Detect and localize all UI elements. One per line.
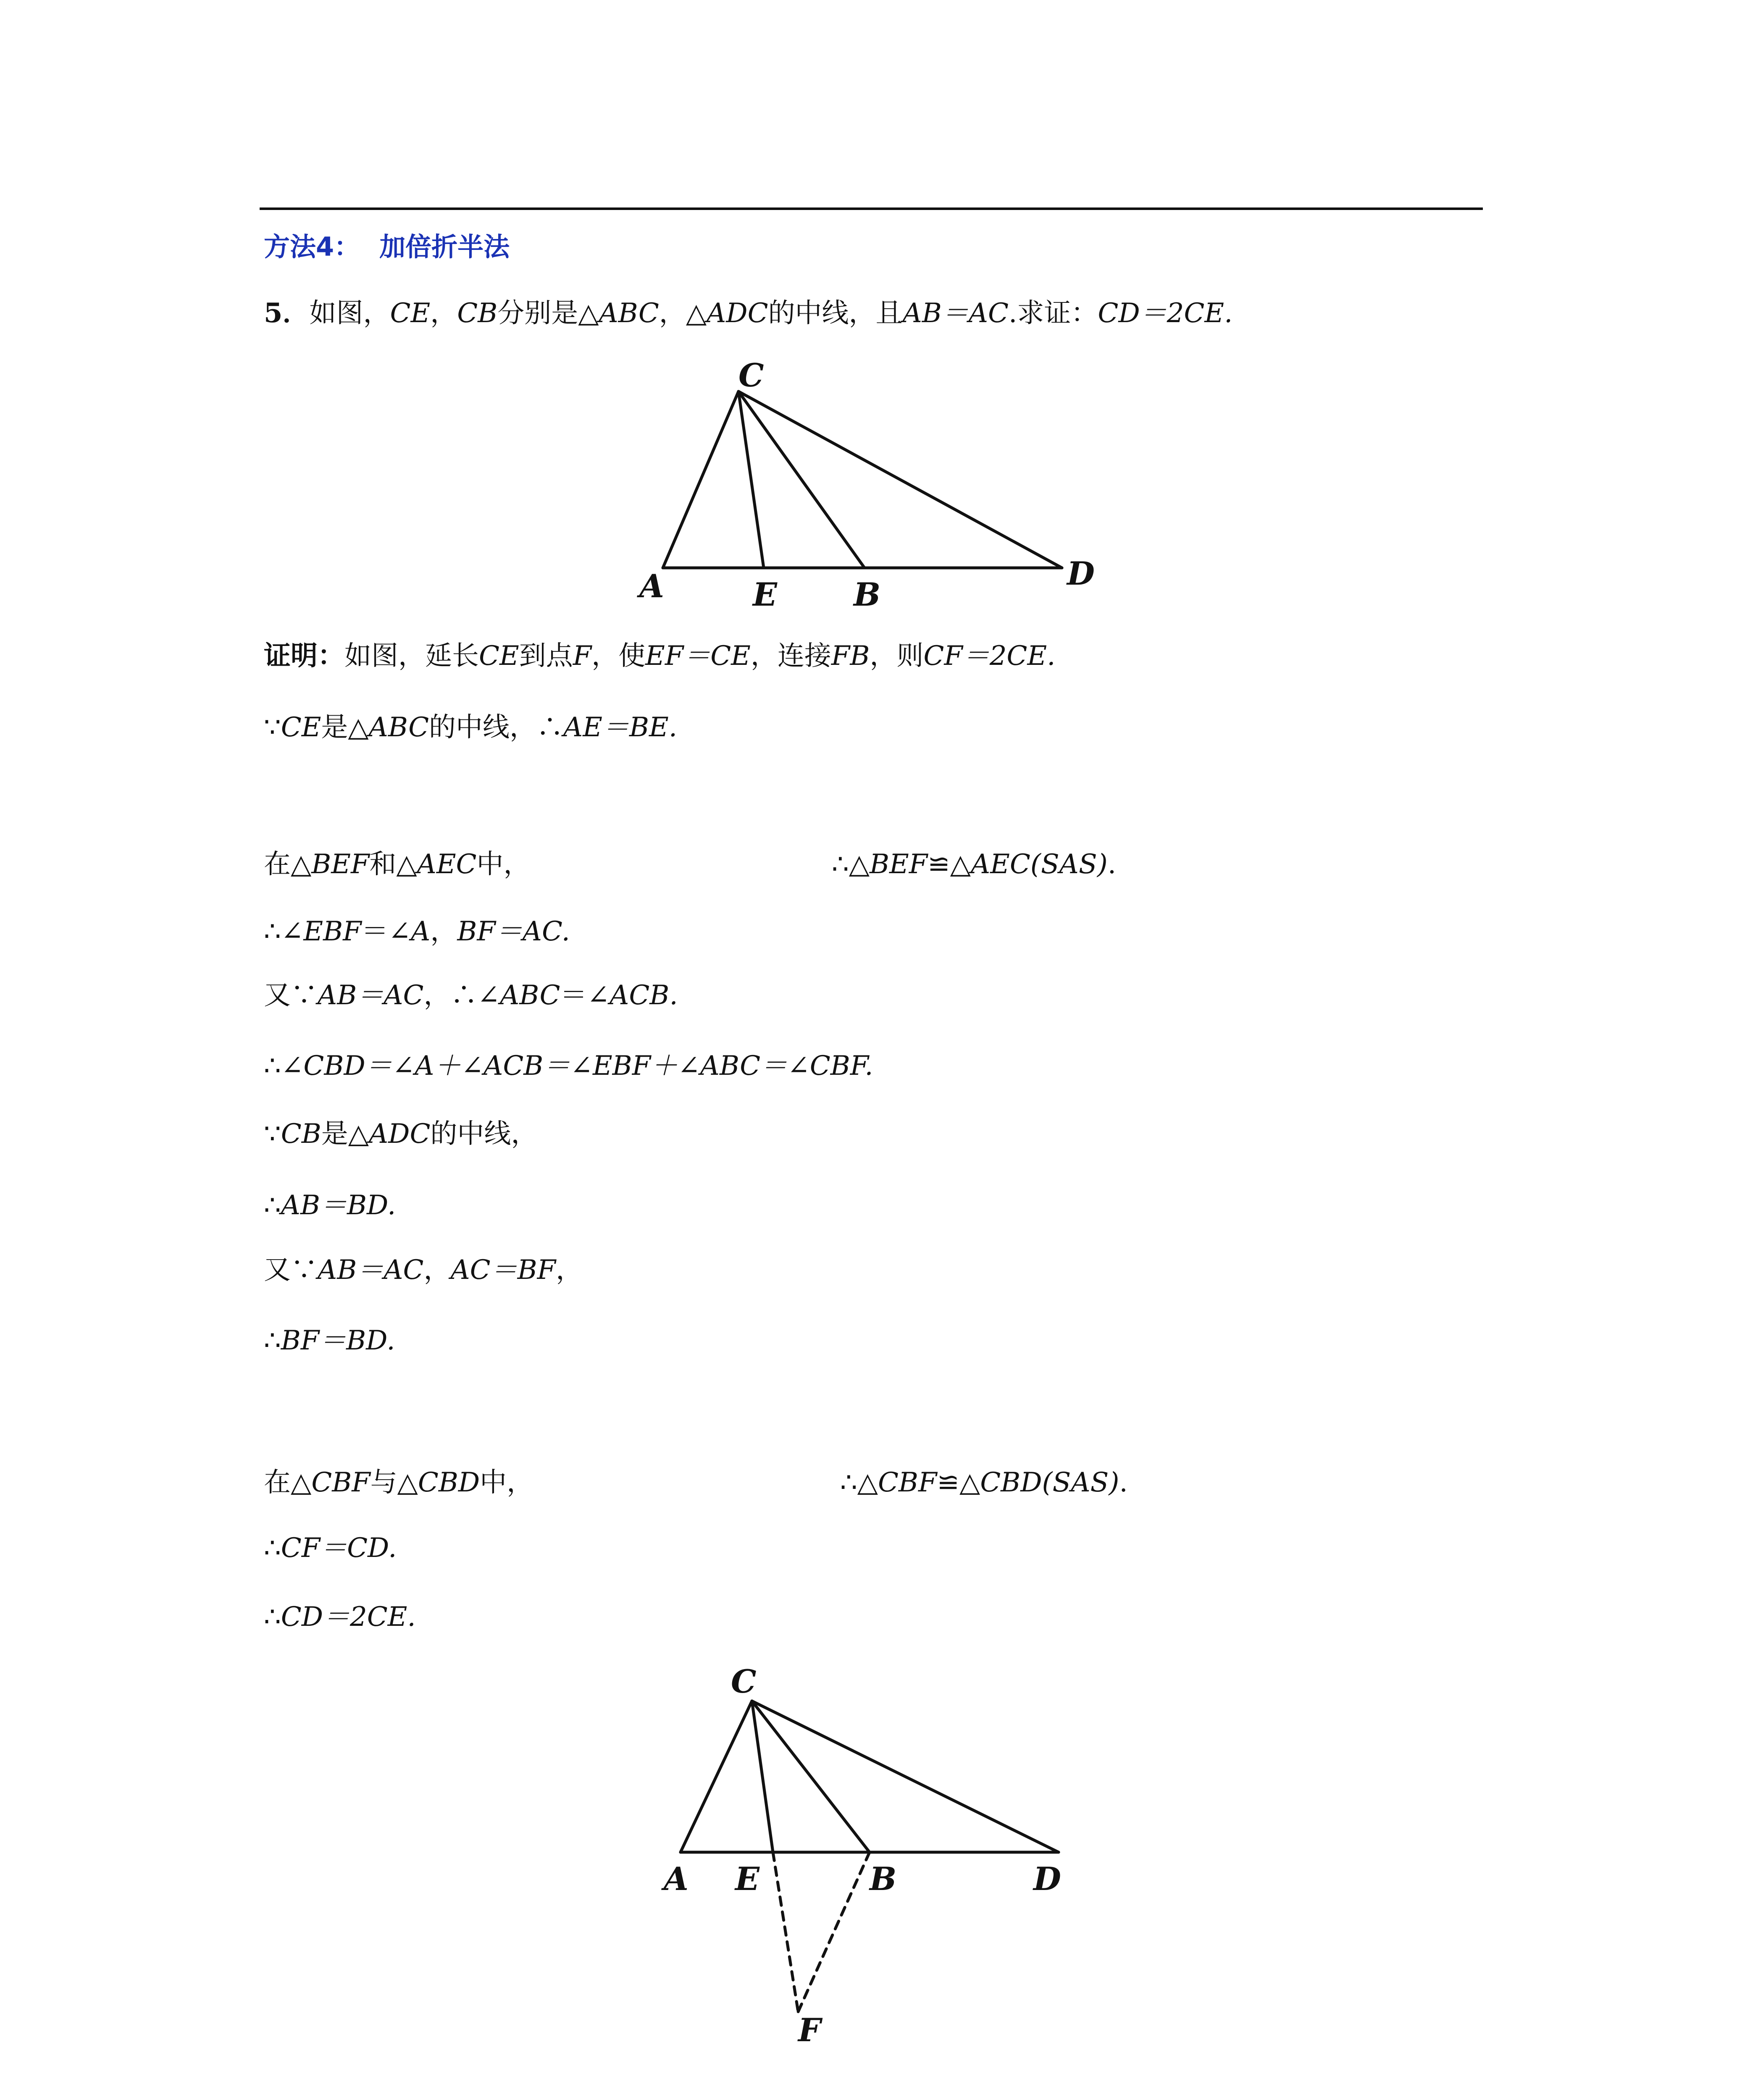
proof-line-10: ∴BF＝BD. [264, 1325, 395, 1356]
label-b: B [870, 1860, 897, 1898]
proof-line-2: ∵CE是△ABC的中线，∴AE＝BE. [264, 712, 678, 743]
proof-line-1: 证明：如图，延长CE到点F，使EF＝CE，连接FB，则CF＝2CE. [264, 640, 1056, 672]
label-a: A [664, 1860, 688, 1898]
proof-line-4: ∴∠EBF＝∠A，BF＝AC. [264, 916, 570, 947]
segment-ce [738, 391, 764, 568]
label-d: D [1067, 555, 1095, 592]
segment-cd [752, 1701, 1059, 1852]
proof-line-9: 又∵AB＝AC，AC＝BF， [264, 1255, 583, 1286]
proof-line-8: ∴AB＝BD. [264, 1190, 396, 1221]
dashed-segment-ef [773, 1852, 798, 2012]
top-rule [260, 207, 1483, 210]
method-title: 加倍折半法 [379, 231, 510, 262]
proof-line-5: 又∵AB＝AC，∴∠ABC＝∠ACB. [264, 980, 678, 1011]
segment-cd [738, 391, 1062, 568]
proof-label: 证明： [264, 640, 344, 672]
label-e: E [753, 576, 777, 613]
proof-line-6: ∴∠CBD＝∠A＋∠ACB＝∠EBF＋∠ABC＝∠CBF. [264, 1050, 873, 1082]
segment-ca [681, 1701, 752, 1852]
proof-line-3-left: 在△BEF和△AEC中， [264, 849, 531, 880]
proof-line-11-right: ∴△CBF≌△CBD(SAS). [840, 1467, 1128, 1498]
method-number: 方法4： [264, 231, 360, 262]
label-c: C [731, 1663, 757, 1700]
figure-2-extended-triangle [647, 1655, 1117, 2050]
problem-statement: 5．如图，CE，CB分别是△ABC，△ADC的中线，且AB＝AC.求证：CD＝2CE. [264, 297, 1233, 329]
figure-1-triangle [622, 353, 1109, 622]
proof-line-3-right: ∴△BEF≌△AEC(SAS). [832, 849, 1117, 880]
proof-line-7: ∵CB是△ADC的中线， [264, 1118, 538, 1150]
proof-line-11-left: 在△CBF与△CBD中， [264, 1467, 534, 1498]
label-f: F [798, 2011, 821, 2049]
method-heading [264, 226, 510, 263]
proof-line-12: ∴CF＝CD. [264, 1533, 397, 1564]
problem-number: 5． [264, 297, 310, 329]
label-a: A [639, 567, 664, 605]
label-e: E [735, 1860, 759, 1898]
segment-cb [738, 391, 865, 568]
label-d: D [1033, 1860, 1061, 1898]
label-c: C [738, 357, 764, 394]
segment-ca [663, 391, 738, 568]
proof-line-13: ∴CD＝2CE. [264, 1601, 416, 1633]
label-b: B [854, 576, 881, 613]
dashed-segment-bf [798, 1852, 870, 2012]
